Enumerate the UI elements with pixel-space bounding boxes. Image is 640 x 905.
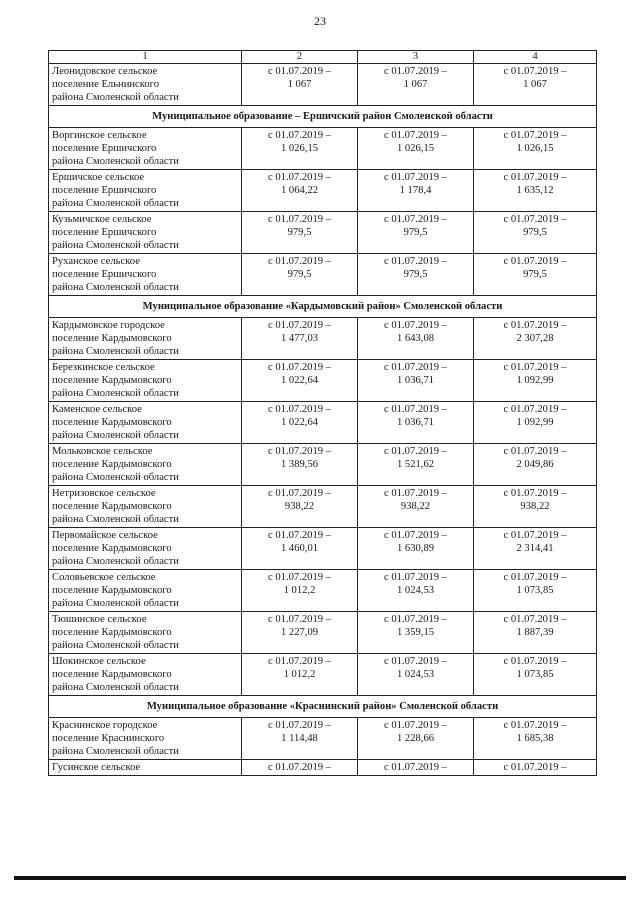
settlement-name-line: Кузьмичское сельское <box>52 214 152 225</box>
effective-date: с 01.07.2019 – <box>384 572 447 583</box>
table-row <box>49 718 597 760</box>
effective-date: с 01.07.2019 – <box>503 404 567 415</box>
table-row <box>49 444 597 486</box>
tariff-cell-v2 <box>242 718 358 760</box>
effective-date: с 01.07.2019 – <box>503 320 567 331</box>
settlement-name-line: района Смоленской области <box>52 556 179 567</box>
effective-date: с 01.07.2019 – <box>384 404 447 415</box>
tariff-cell-v3 <box>358 64 474 106</box>
settlement-name-line: Первомайское сельское <box>52 530 158 541</box>
tariff-value: 1 026,15 <box>280 143 319 154</box>
tariff-cell-v3 <box>358 170 474 212</box>
table-row <box>49 402 597 444</box>
settlement-name-line: района Смоленской области <box>52 346 179 357</box>
section-header-row <box>49 296 597 318</box>
tariff-value: 1 012,2 <box>283 669 316 680</box>
section-title: Муниципальное образование – Ершичский район Смоленской области <box>49 106 597 128</box>
settlement-name-line: Мольковское сельское <box>52 446 153 457</box>
effective-date: с 01.07.2019 – <box>384 614 447 625</box>
settlement-name-line: поселение Ершичского <box>52 143 157 154</box>
tariff-cell-v2 <box>242 64 358 106</box>
settlement-name-line: поселение Кардымовского <box>52 333 172 344</box>
tariff-value: 979,5 <box>287 227 312 238</box>
effective-date: с 01.07.2019 – <box>268 362 331 373</box>
settlement-name-line: района Смоленской области <box>52 92 179 103</box>
effective-date: с 01.07.2019 – <box>503 530 567 541</box>
tariff-cell-v3 <box>358 570 474 612</box>
tariff-value: 1 012,2 <box>283 585 316 596</box>
tariff-cell-v3 <box>358 718 474 760</box>
effective-date: с 01.07.2019 – <box>268 446 331 457</box>
tariff-value: 1 228,66 <box>396 733 435 744</box>
tariff-cell-v2 <box>242 654 358 696</box>
tariff-cell-v2 <box>242 212 358 254</box>
table-row <box>49 128 597 170</box>
effective-date: с 01.07.2019 – <box>384 530 447 541</box>
effective-date: с 01.07.2019 – <box>384 720 447 731</box>
settlement-name-line: Каменское сельское <box>52 404 142 415</box>
tariff-cell-v2 <box>242 128 358 170</box>
tariff-value: 1 359,15 <box>396 627 435 638</box>
tariff-cell-v4 <box>474 654 597 696</box>
bottom-rule <box>14 876 626 880</box>
effective-date: с 01.07.2019 – <box>268 214 331 225</box>
tariff-value: 1 685,38 <box>516 733 554 744</box>
effective-date: с 01.07.2019 – <box>503 656 567 667</box>
tariff-cell-v4 <box>474 528 597 570</box>
settlement-name-line: поселение Ершичского <box>52 185 157 196</box>
effective-date: с 01.07.2019 – <box>503 762 567 773</box>
effective-date: с 01.07.2019 – <box>268 572 331 583</box>
section-header-row <box>49 106 597 128</box>
effective-date: с 01.07.2019 – <box>503 720 567 731</box>
tariff-value: 1 024,53 <box>396 585 435 596</box>
settlement-name-cell <box>49 528 242 570</box>
tariff-cell-v4 <box>474 170 597 212</box>
tariff-value: 1 026,15 <box>396 143 435 154</box>
tariff-value: 1 887,39 <box>516 627 554 638</box>
settlement-name-cell <box>49 318 242 360</box>
tariff-table-body <box>49 51 597 776</box>
table-row <box>49 360 597 402</box>
tariff-cell-v2 <box>242 760 358 776</box>
tariff-value: 1 064,22 <box>280 185 319 196</box>
tariff-cell-v3 <box>358 612 474 654</box>
page-number: 23 <box>314 14 326 28</box>
effective-date: с 01.07.2019 – <box>503 362 567 373</box>
column-header: 1 <box>49 51 242 64</box>
settlement-name-cell <box>49 654 242 696</box>
tariff-cell-v4 <box>474 444 597 486</box>
effective-date: с 01.07.2019 – <box>384 488 447 499</box>
tariff-value: 979,5 <box>523 227 547 238</box>
effective-date: с 01.07.2019 – <box>503 572 567 583</box>
table-row <box>49 528 597 570</box>
settlement-name-line: района Смоленской области <box>52 430 179 441</box>
settlement-name-line: поселение Кардымовского <box>52 501 172 512</box>
tariff-value: 938,22 <box>400 501 431 512</box>
tariff-table <box>48 50 597 776</box>
settlement-name-cell <box>49 254 242 296</box>
column-header: 4 <box>474 51 597 64</box>
settlement-name-cell <box>49 360 242 402</box>
settlement-name-cell <box>49 444 242 486</box>
settlement-name-line: Кардымовское городское <box>52 320 165 331</box>
tariff-cell-v2 <box>242 360 358 402</box>
effective-date: с 01.07.2019 – <box>503 172 567 183</box>
settlement-name-line: Тюшинское сельское <box>52 614 147 625</box>
tariff-cell-v3 <box>358 360 474 402</box>
effective-date: с 01.07.2019 – <box>268 488 331 499</box>
effective-date: с 01.07.2019 – <box>268 720 331 731</box>
tariff-cell-v4 <box>474 570 597 612</box>
tariff-value: 979,5 <box>403 269 428 280</box>
column-header: 3 <box>358 51 474 64</box>
tariff-value: 2 049,86 <box>516 459 554 470</box>
table-row <box>49 612 597 654</box>
table-row <box>49 212 597 254</box>
settlement-name-cell <box>49 718 242 760</box>
settlement-name-cell <box>49 64 242 106</box>
settlement-name-line: района Смоленской области <box>52 388 179 399</box>
table-row <box>49 570 597 612</box>
section-title: Муниципальное образование «Краснинский район» Смоленской области <box>49 696 597 718</box>
tariff-cell-v3 <box>358 318 474 360</box>
tariff-cell-v2 <box>242 570 358 612</box>
tariff-cell-v4 <box>474 318 597 360</box>
tariff-value: 1 643,08 <box>396 333 435 344</box>
settlement-name-line: района Смоленской области <box>52 240 179 251</box>
tariff-value: 1 022,64 <box>280 375 319 386</box>
tariff-value: 1 092,99 <box>516 417 554 428</box>
tariff-value: 1 073,85 <box>516 669 554 680</box>
settlement-name-cell <box>49 486 242 528</box>
settlement-name-cell <box>49 760 242 776</box>
tariff-cell-v2 <box>242 444 358 486</box>
tariff-value: 1 114,48 <box>281 733 318 744</box>
table-row <box>49 170 597 212</box>
tariff-value: 1 635,12 <box>516 185 554 196</box>
tariff-cell-v3 <box>358 128 474 170</box>
settlement-name-line: Леонидовское сельское <box>52 66 158 77</box>
effective-date: с 01.07.2019 – <box>384 320 447 331</box>
effective-date: с 01.07.2019 – <box>268 762 331 773</box>
settlement-name-cell <box>49 170 242 212</box>
tariff-value: 1 073,85 <box>516 585 554 596</box>
settlement-name-cell <box>49 212 242 254</box>
table-row <box>49 64 597 106</box>
effective-date: с 01.07.2019 – <box>503 214 567 225</box>
tariff-value: 1 067 <box>523 79 547 90</box>
settlement-name-line: района Смоленской области <box>52 156 179 167</box>
settlement-name-line: поселение Кардымовского <box>52 459 172 470</box>
effective-date: с 01.07.2019 – <box>503 256 567 267</box>
tariff-value: 1 022,64 <box>280 417 319 428</box>
settlement-name-line: Краснинское городское <box>52 720 158 731</box>
effective-date: с 01.07.2019 – <box>384 762 447 773</box>
settlement-name-line: района Смоленской области <box>52 514 179 525</box>
tariff-cell-v3 <box>358 402 474 444</box>
effective-date: с 01.07.2019 – <box>384 256 447 267</box>
column-header: 2 <box>242 51 358 64</box>
settlement-name-line: Воргинское сельское <box>52 130 147 141</box>
effective-date: с 01.07.2019 – <box>503 614 567 625</box>
tariff-cell-v3 <box>358 528 474 570</box>
tariff-cell-v4 <box>474 612 597 654</box>
settlement-name-line: Ершичское сельское <box>52 172 145 183</box>
settlement-name-line: района Смоленской области <box>52 682 179 693</box>
settlement-name-line: поселение Кардымовского <box>52 417 172 428</box>
effective-date: с 01.07.2019 – <box>268 656 331 667</box>
tariff-value: 1 460,01 <box>280 543 319 554</box>
effective-date: с 01.07.2019 – <box>268 614 331 625</box>
tariff-cell-v2 <box>242 612 358 654</box>
settlement-name-line: района Смоленской области <box>52 598 179 609</box>
effective-date: с 01.07.2019 – <box>503 130 567 141</box>
settlement-name-line: Соловьевское сельское <box>52 572 156 583</box>
settlement-name-line: поселение Кардымовского <box>52 585 172 596</box>
tariff-cell-v2 <box>242 402 358 444</box>
tariff-value: 979,5 <box>523 269 547 280</box>
tariff-value: 938,22 <box>284 501 315 512</box>
section-header-row <box>49 696 597 718</box>
effective-date: с 01.07.2019 – <box>268 530 331 541</box>
tariff-cell-v4 <box>474 486 597 528</box>
table-row <box>49 318 597 360</box>
effective-date: с 01.07.2019 – <box>268 66 331 77</box>
tariff-value: 938,22 <box>520 501 550 512</box>
settlement-name-line: района Смоленской области <box>52 198 179 209</box>
tariff-value: 1 067 <box>403 79 428 90</box>
tariff-cell-v4 <box>474 360 597 402</box>
tariff-value: 2 307,28 <box>516 333 554 344</box>
settlement-name-line: района Смоленской области <box>52 746 179 757</box>
section-title: Муниципальное образование «Кардымовский район» Смоленской области <box>49 296 597 318</box>
tariff-cell-v4 <box>474 760 597 776</box>
tariff-cell-v2 <box>242 528 358 570</box>
settlement-name-line: поселение Кардымовского <box>52 543 172 554</box>
effective-date: с 01.07.2019 – <box>503 66 567 77</box>
settlement-name-line: Нетризовское сельское <box>52 488 156 499</box>
settlement-name-line: поселение Ершичского <box>52 227 157 238</box>
effective-date: с 01.07.2019 – <box>384 214 447 225</box>
settlement-name-line: поселение Кардымовского <box>52 375 172 386</box>
tariff-cell-v2 <box>242 486 358 528</box>
tariff-cell-v3 <box>358 486 474 528</box>
settlement-name-line: района Смоленской области <box>52 282 179 293</box>
effective-date: с 01.07.2019 – <box>503 488 567 499</box>
tariff-value: 1 477,03 <box>280 333 319 344</box>
settlement-name-line: поселение Кардымовского <box>52 627 172 638</box>
tariff-value: 1 092,99 <box>516 375 554 386</box>
tariff-cell-v4 <box>474 402 597 444</box>
tariff-value: 1 521,62 <box>396 459 435 470</box>
tariff-value: 979,5 <box>403 227 428 238</box>
tariff-value: 2 314,41 <box>516 543 554 554</box>
tariff-value: 1 036,71 <box>396 417 435 428</box>
tariff-cell-v2 <box>242 318 358 360</box>
settlement-name-line: района Смоленской области <box>52 472 179 483</box>
table-header-row <box>49 51 597 64</box>
tariff-value: 1 036,71 <box>396 375 435 386</box>
tariff-cell-v3 <box>358 760 474 776</box>
effective-date: с 01.07.2019 – <box>268 256 331 267</box>
effective-date: с 01.07.2019 – <box>503 446 567 457</box>
settlement-name-cell <box>49 128 242 170</box>
tariff-value: 1 024,53 <box>396 669 435 680</box>
settlement-name-line: поселение Кардымовского <box>52 669 172 680</box>
effective-date: с 01.07.2019 – <box>384 362 447 373</box>
tariff-cell-v4 <box>474 718 597 760</box>
effective-date: с 01.07.2019 – <box>268 320 331 331</box>
tariff-value: 1 227,09 <box>280 627 319 638</box>
tariff-cell-v2 <box>242 170 358 212</box>
tariff-cell-v3 <box>358 654 474 696</box>
tariff-cell-v4 <box>474 254 597 296</box>
settlement-name-line: Шокинское сельское <box>52 656 146 667</box>
settlement-name-line: поселение Краснинского <box>52 733 165 744</box>
tariff-value: 1 389,56 <box>280 459 319 470</box>
table-row <box>49 760 597 776</box>
settlement-name-line: Березкинское сельское <box>52 362 155 373</box>
tariff-value: 979,5 <box>287 269 312 280</box>
effective-date: с 01.07.2019 – <box>384 66 447 77</box>
settlement-name-line: Гусинское сельское <box>52 762 141 773</box>
effective-date: с 01.07.2019 – <box>384 446 447 457</box>
tariff-cell-v3 <box>358 254 474 296</box>
tariff-cell-v3 <box>358 444 474 486</box>
table-row <box>49 486 597 528</box>
table-row <box>49 654 597 696</box>
effective-date: с 01.07.2019 – <box>268 130 331 141</box>
tariff-value: 1 178,4 <box>399 185 432 196</box>
settlement-name-line: поселение Ельнинского <box>52 79 160 90</box>
settlement-name-line: поселение Ершичского <box>52 269 157 280</box>
settlement-name-cell <box>49 570 242 612</box>
effective-date: с 01.07.2019 – <box>268 404 331 415</box>
settlement-name-line: района Смоленской области <box>52 640 179 651</box>
settlement-name-cell <box>49 402 242 444</box>
settlement-name-line: Руханское сельское <box>52 256 140 267</box>
tariff-value: 1 026,15 <box>516 143 554 154</box>
effective-date: с 01.07.2019 – <box>384 130 447 141</box>
effective-date: с 01.07.2019 – <box>384 172 447 183</box>
tariff-value: 1 630,89 <box>396 543 435 554</box>
effective-date: с 01.07.2019 – <box>384 656 447 667</box>
tariff-value: 1 067 <box>287 79 312 90</box>
tariff-cell-v3 <box>358 212 474 254</box>
effective-date: с 01.07.2019 – <box>268 172 331 183</box>
settlement-name-cell <box>49 612 242 654</box>
tariff-cell-v4 <box>474 128 597 170</box>
tariff-cell-v4 <box>474 64 597 106</box>
table-row <box>49 254 597 296</box>
tariff-cell-v2 <box>242 254 358 296</box>
tariff-cell-v4 <box>474 212 597 254</box>
